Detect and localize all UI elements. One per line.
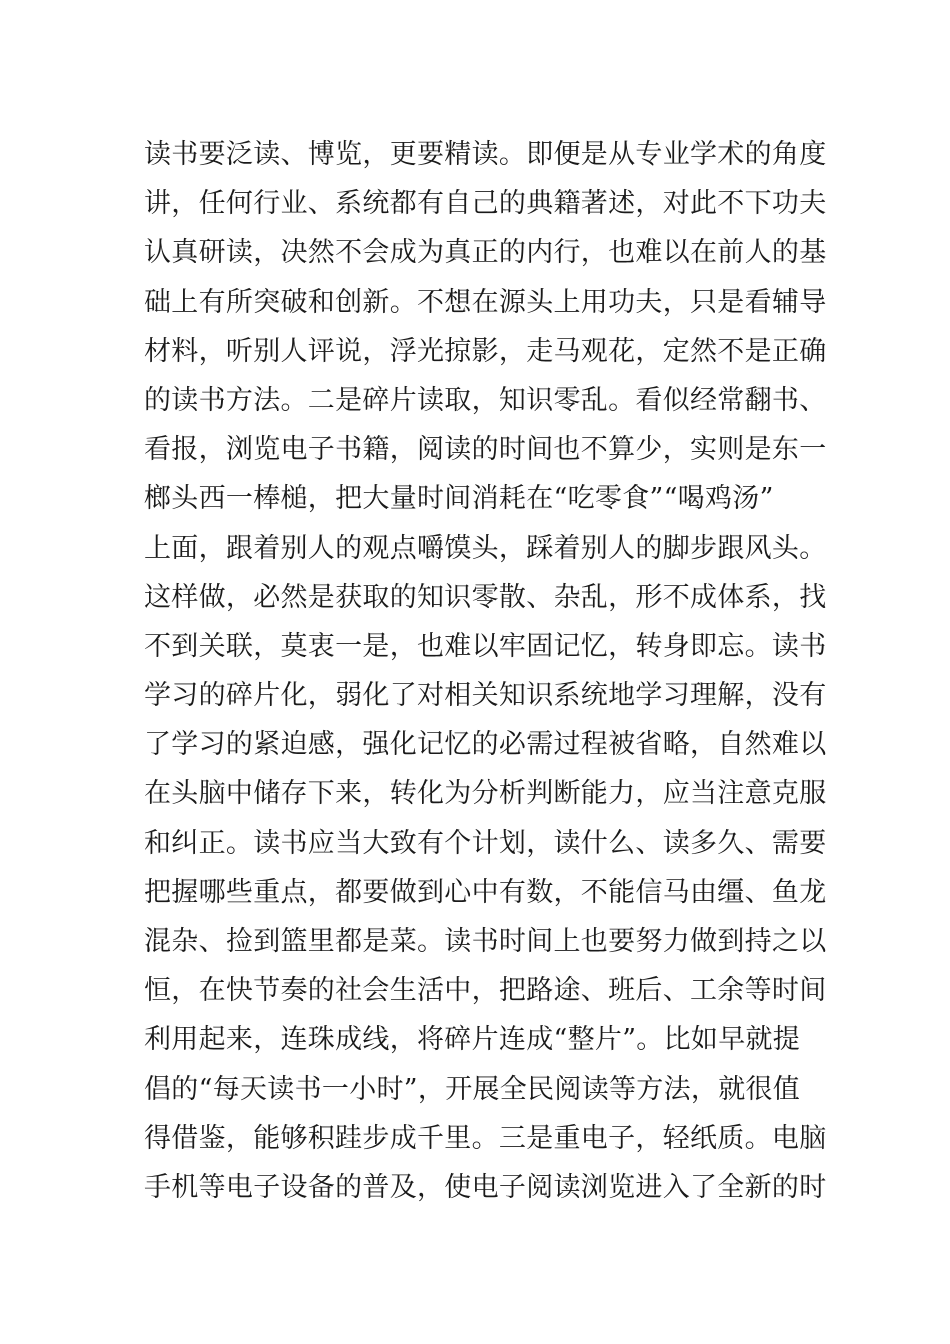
text-line: 这样做，必然是获取的知识零散、杂乱，形不成体系，找: [144, 581, 827, 613]
text-line: 础上有所突破和创新。不想在源头上用功夫，只是看辅导: [144, 286, 827, 318]
text-line: 上面，跟着别人的观点嚼馍头，踩着别人的脚步跟风头。: [144, 532, 827, 564]
text-line: 材料，听别人评说，浮光掠影，走马观花，定然不是正确: [144, 335, 827, 367]
text-line: 不到关联，莫衷一是，也难以牢固记忆，转身即忘。读书: [144, 630, 827, 662]
text-line: 手机等电子设备的普及，使电子阅读浏览进入了全新的时: [144, 1171, 827, 1203]
text-line: 利用起来，连珠成线，将碎片连成“整片”。比如早就提: [144, 1024, 801, 1056]
text-line: 把握哪些重点，都要做到心中有数，不能信马由缰、鱼龙: [144, 876, 827, 908]
text-line: 和纠正。读书应当大致有个计划，读什么、读多久、需要: [144, 827, 827, 859]
text-line: 读书要泛读、博览，更要精读。即便是从专业学术的角度: [144, 139, 827, 170]
text-line: 认真研读，决然不会成为真正的内行，也难以在前人的基: [144, 237, 827, 269]
text-line: 讲，任何行业、系统都有自己的典籍著述，对此不下功夫: [144, 188, 827, 220]
text-line: 倡的“每天读书一小时”，开展全民阅读等方法，就很值: [144, 1073, 801, 1105]
body-paragraph: [144, 130, 827, 1212]
text-line: 的读书方法。二是碎片读取，知识零乱。看似经常翻书、: [144, 384, 827, 416]
text-line: 看报，浏览电子书籍，阅读的时间也不算少，实则是东一: [144, 434, 827, 466]
text-line: 混杂、捡到篮里都是菜。读书时间上也要努力做到持之以: [144, 926, 827, 957]
text-line: 恒，在快节奏的社会生活中，把路途、班后、工余等时间: [144, 975, 827, 1007]
text-line: 得借鉴，能够积跬步成千里。三是重电子，轻纸质。电脑: [144, 1122, 827, 1154]
text-line: 榔头西一棒槌，把大量时间消耗在“吃零食”“喝鸡汤”: [144, 483, 774, 515]
text-line: 学习的碎片化，弱化了对相关知识系统地学习理解，没有: [144, 680, 827, 712]
text-line: 在头脑中储存下来，转化为分析判断能力，应当注意克服: [144, 778, 827, 810]
text-line: 了学习的紧迫感，强化记忆的必需过程被省略，自然难以: [144, 729, 827, 761]
